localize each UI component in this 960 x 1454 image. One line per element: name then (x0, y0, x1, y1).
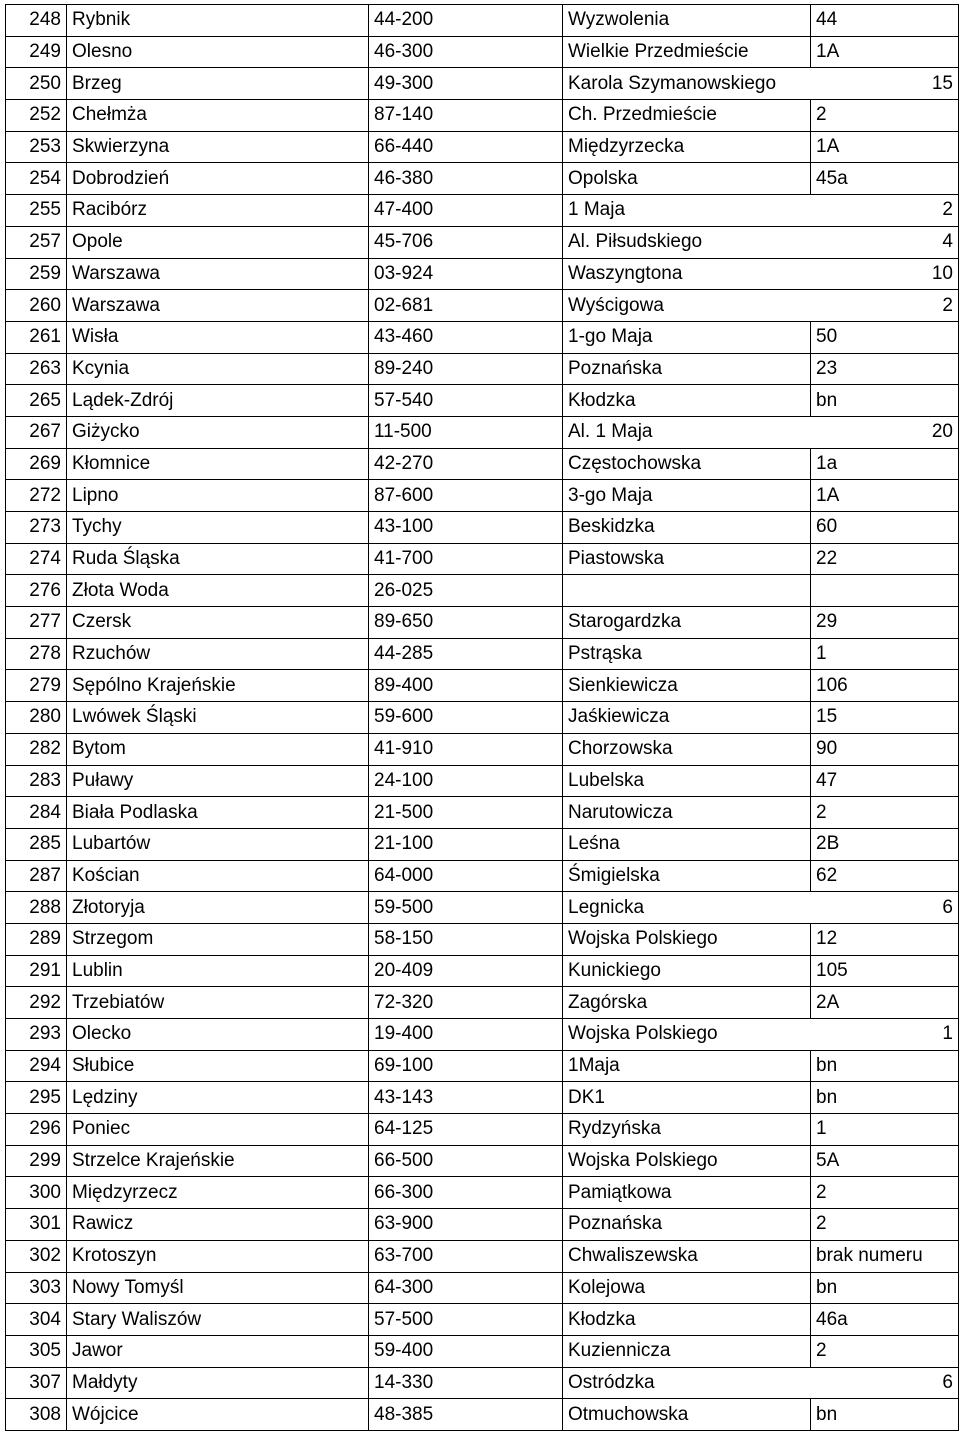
street-cell: Kłodzka (563, 385, 811, 417)
city-cell: Poniec (67, 1114, 369, 1146)
table-row (6, 638, 959, 670)
street-cell: Jaśkiewicza (563, 702, 811, 734)
postal-code-cell: 66-500 (369, 1145, 563, 1177)
street-cell: Kuziennicza (563, 1335, 811, 1367)
table-row (6, 1145, 959, 1177)
table-row (6, 1367, 959, 1399)
street-cell: Al. 1 Maja (563, 416, 811, 448)
table-row (6, 860, 959, 892)
house-number-cell: 2 (811, 195, 959, 227)
city-cell: Trzebiatów (67, 987, 369, 1019)
postal-code-cell: 57-500 (369, 1304, 563, 1336)
street-cell: Lubelska (563, 765, 811, 797)
table-row (6, 321, 959, 353)
city-cell: Strzelce Krajeńskie (67, 1145, 369, 1177)
row-number-cell: 295 (6, 1082, 67, 1114)
house-number-cell: 44 (811, 5, 959, 37)
postal-code-cell: 63-700 (369, 1240, 563, 1272)
city-cell: Brzeg (67, 68, 369, 100)
street-cell: Ch. Przedmieście (563, 100, 811, 132)
row-number-cell: 283 (6, 765, 67, 797)
postal-code-cell: 49-300 (369, 68, 563, 100)
street-cell: Wielkie Przedmieście (563, 36, 811, 68)
table-row (6, 1335, 959, 1367)
city-cell: Racibórz (67, 195, 369, 227)
city-cell: Kościan (67, 860, 369, 892)
house-number-cell: 1A (811, 131, 959, 163)
postal-code-cell: 43-460 (369, 321, 563, 353)
row-number-cell: 304 (6, 1304, 67, 1336)
city-cell: Lędziny (67, 1082, 369, 1114)
table-row (6, 892, 959, 924)
city-cell: Kcynia (67, 353, 369, 385)
postal-code-cell: 59-600 (369, 702, 563, 734)
city-cell: Złota Woda (67, 575, 369, 607)
city-cell: Nowy Tomyśl (67, 1272, 369, 1304)
postal-code-cell: 44-200 (369, 5, 563, 37)
city-cell: Sępólno Krajeńskie (67, 670, 369, 702)
house-number-cell: 2 (811, 1335, 959, 1367)
city-cell: Rybnik (67, 5, 369, 37)
postal-code-cell: 47-400 (369, 195, 563, 227)
row-number-cell: 269 (6, 448, 67, 480)
house-number-cell: bn (811, 1272, 959, 1304)
postal-code-cell: 02-681 (369, 290, 563, 322)
city-cell: Chełmża (67, 100, 369, 132)
house-number-cell: brak numeru (811, 1240, 959, 1272)
row-number-cell: 260 (6, 290, 67, 322)
street-cell: Poznańska (563, 353, 811, 385)
street-cell: Zagórska (563, 987, 811, 1019)
street-cell: Wyzwolenia (563, 5, 811, 37)
table-row (6, 226, 959, 258)
house-number-cell: 60 (811, 512, 959, 544)
row-number-cell: 300 (6, 1177, 67, 1209)
house-number-cell: 2 (811, 1177, 959, 1209)
city-cell: Jawor (67, 1335, 369, 1367)
street-cell: Chwaliszewska (563, 1240, 811, 1272)
table-row (6, 1399, 959, 1431)
house-number-cell: bn (811, 1082, 959, 1114)
city-cell: Wisła (67, 321, 369, 353)
table-row (6, 1272, 959, 1304)
street-cell: Pstrąska (563, 638, 811, 670)
street-cell: Chorzowska (563, 733, 811, 765)
row-number-cell: 301 (6, 1209, 67, 1241)
city-cell: Skwierzyna (67, 131, 369, 163)
house-number-cell: 2 (811, 1209, 959, 1241)
street-cell: Rydzyńska (563, 1114, 811, 1146)
street-cell: Śmigielska (563, 860, 811, 892)
street-cell: Legnicka (563, 892, 811, 924)
address-table (5, 4, 959, 1431)
postal-code-cell: 66-440 (369, 131, 563, 163)
row-number-cell: 278 (6, 638, 67, 670)
house-number-cell: 22 (811, 543, 959, 575)
city-cell: Puławy (67, 765, 369, 797)
city-cell: Lwówek Śląski (67, 702, 369, 734)
table-row (6, 195, 959, 227)
house-number-cell: 5A (811, 1145, 959, 1177)
table-row (6, 1050, 959, 1082)
row-number-cell: 267 (6, 416, 67, 448)
postal-code-cell: 46-380 (369, 163, 563, 195)
table-row (6, 1304, 959, 1336)
city-cell: Tychy (67, 512, 369, 544)
row-number-cell: 305 (6, 1335, 67, 1367)
city-cell: Lubartów (67, 828, 369, 860)
city-cell: Krotoszyn (67, 1240, 369, 1272)
postal-code-cell: 48-385 (369, 1399, 563, 1431)
row-number-cell: 253 (6, 131, 67, 163)
city-cell: Małdyty (67, 1367, 369, 1399)
table-row (6, 955, 959, 987)
house-number-cell: 1 (811, 638, 959, 670)
house-number-cell: 105 (811, 955, 959, 987)
row-number-cell: 257 (6, 226, 67, 258)
postal-code-cell: 44-285 (369, 638, 563, 670)
postal-code-cell: 72-320 (369, 987, 563, 1019)
postal-code-cell: 69-100 (369, 1050, 563, 1082)
row-number-cell: 294 (6, 1050, 67, 1082)
house-number-cell (811, 575, 959, 607)
row-number-cell: 279 (6, 670, 67, 702)
house-number-cell: 20 (811, 416, 959, 448)
postal-code-cell: 46-300 (369, 36, 563, 68)
postal-code-cell: 64-300 (369, 1272, 563, 1304)
table-row (6, 923, 959, 955)
postal-code-cell: 63-900 (369, 1209, 563, 1241)
table-row (6, 797, 959, 829)
city-cell: Olecko (67, 1019, 369, 1051)
street-cell: 1 Maja (563, 195, 811, 227)
house-number-cell: 2A (811, 987, 959, 1019)
postal-code-cell: 58-150 (369, 923, 563, 955)
city-cell: Lipno (67, 480, 369, 512)
postal-code-cell: 64-125 (369, 1114, 563, 1146)
street-cell: 3-go Maja (563, 480, 811, 512)
row-number-cell: 274 (6, 543, 67, 575)
city-cell: Kłomnice (67, 448, 369, 480)
table-row (6, 36, 959, 68)
row-number-cell: 259 (6, 258, 67, 290)
postal-code-cell: 24-100 (369, 765, 563, 797)
house-number-cell: 2 (811, 290, 959, 322)
house-number-cell: 1a (811, 448, 959, 480)
house-number-cell: 46a (811, 1304, 959, 1336)
row-number-cell: 273 (6, 512, 67, 544)
street-cell: DK1 (563, 1082, 811, 1114)
table-row (6, 5, 959, 37)
street-cell: Międzyrzecka (563, 131, 811, 163)
row-number-cell: 280 (6, 702, 67, 734)
house-number-cell: 1 (811, 1019, 959, 1051)
city-cell: Warszawa (67, 258, 369, 290)
table-row (6, 987, 959, 1019)
table-row (6, 1177, 959, 1209)
row-number-cell: 282 (6, 733, 67, 765)
city-cell: Stary Waliszów (67, 1304, 369, 1336)
row-number-cell: 307 (6, 1367, 67, 1399)
city-cell: Wójcice (67, 1399, 369, 1431)
postal-code-cell: 20-409 (369, 955, 563, 987)
city-cell: Rawicz (67, 1209, 369, 1241)
table-row (6, 131, 959, 163)
house-number-cell: 12 (811, 923, 959, 955)
table-row (6, 258, 959, 290)
table-row (6, 670, 959, 702)
row-number-cell: 277 (6, 607, 67, 639)
table-row (6, 543, 959, 575)
row-number-cell: 276 (6, 575, 67, 607)
city-cell: Czersk (67, 607, 369, 639)
table-row (6, 828, 959, 860)
postal-code-cell: 03-924 (369, 258, 563, 290)
house-number-cell: 1A (811, 480, 959, 512)
street-cell: Sienkiewicza (563, 670, 811, 702)
house-number-cell: 2B (811, 828, 959, 860)
table-row (6, 1114, 959, 1146)
row-number-cell: 296 (6, 1114, 67, 1146)
street-cell: Kunickiego (563, 955, 811, 987)
city-cell: Złotoryja (67, 892, 369, 924)
table-row (6, 765, 959, 797)
postal-code-cell: 89-650 (369, 607, 563, 639)
house-number-cell: bn (811, 1050, 959, 1082)
postal-code-cell: 21-100 (369, 828, 563, 860)
house-number-cell: 6 (811, 892, 959, 924)
street-cell: Wojska Polskiego (563, 1019, 811, 1051)
postal-code-cell: 14-330 (369, 1367, 563, 1399)
city-cell: Opole (67, 226, 369, 258)
row-number-cell: 252 (6, 100, 67, 132)
street-cell: Ostródzka (563, 1367, 811, 1399)
street-cell: Częstochowska (563, 448, 811, 480)
postal-code-cell: 11-500 (369, 416, 563, 448)
table-row (6, 1082, 959, 1114)
street-cell: Beskidzka (563, 512, 811, 544)
postal-code-cell: 87-600 (369, 480, 563, 512)
row-number-cell: 255 (6, 195, 67, 227)
street-cell: Opolska (563, 163, 811, 195)
house-number-cell: 15 (811, 702, 959, 734)
postal-code-cell: 59-400 (369, 1335, 563, 1367)
house-number-cell: 10 (811, 258, 959, 290)
postal-code-cell: 45-706 (369, 226, 563, 258)
city-cell: Słubice (67, 1050, 369, 1082)
table-row (6, 353, 959, 385)
row-number-cell: 249 (6, 36, 67, 68)
house-number-cell: bn (811, 385, 959, 417)
row-number-cell: 308 (6, 1399, 67, 1431)
table-row (6, 512, 959, 544)
city-cell: Olesno (67, 36, 369, 68)
table-row (6, 385, 959, 417)
table-row (6, 575, 959, 607)
street-cell: Wyścigowa (563, 290, 811, 322)
table-row (6, 416, 959, 448)
street-cell: Kłodzka (563, 1304, 811, 1336)
city-cell: Giżycko (67, 416, 369, 448)
house-number-cell: 50 (811, 321, 959, 353)
postal-code-cell: 57-540 (369, 385, 563, 417)
house-number-cell: 2 (811, 797, 959, 829)
table-row (6, 733, 959, 765)
row-number-cell: 248 (6, 5, 67, 37)
house-number-cell: 15 (811, 68, 959, 100)
street-cell: Wojska Polskiego (563, 923, 811, 955)
city-cell: Warszawa (67, 290, 369, 322)
street-cell: Pamiątkowa (563, 1177, 811, 1209)
row-number-cell: 299 (6, 1145, 67, 1177)
row-number-cell: 284 (6, 797, 67, 829)
house-number-cell: 2 (811, 100, 959, 132)
row-number-cell: 303 (6, 1272, 67, 1304)
table-row (6, 163, 959, 195)
table-row (6, 1019, 959, 1051)
city-cell: Bytom (67, 733, 369, 765)
street-cell: Otmuchowska (563, 1399, 811, 1431)
house-number-cell: 1A (811, 36, 959, 68)
street-cell: Poznańska (563, 1209, 811, 1241)
street-cell: Wojska Polskiego (563, 1145, 811, 1177)
postal-code-cell: 87-140 (369, 100, 563, 132)
row-number-cell: 289 (6, 923, 67, 955)
row-number-cell: 263 (6, 353, 67, 385)
row-number-cell: 302 (6, 1240, 67, 1272)
house-number-cell: 4 (811, 226, 959, 258)
postal-code-cell: 42-270 (369, 448, 563, 480)
table-row (6, 702, 959, 734)
table-row (6, 1209, 959, 1241)
house-number-cell: bn (811, 1399, 959, 1431)
postal-code-cell: 19-400 (369, 1019, 563, 1051)
house-number-cell: 45a (811, 163, 959, 195)
postal-code-cell: 26-025 (369, 575, 563, 607)
row-number-cell: 291 (6, 955, 67, 987)
row-number-cell: 287 (6, 860, 67, 892)
table-row (6, 480, 959, 512)
row-number-cell: 265 (6, 385, 67, 417)
city-cell: Międzyrzecz (67, 1177, 369, 1209)
postal-code-cell: 64-000 (369, 860, 563, 892)
street-cell: Leśna (563, 828, 811, 860)
street-cell: Narutowicza (563, 797, 811, 829)
table-row (6, 290, 959, 322)
row-number-cell: 292 (6, 987, 67, 1019)
street-cell: Kolejowa (563, 1272, 811, 1304)
house-number-cell: 62 (811, 860, 959, 892)
street-cell: 1Maja (563, 1050, 811, 1082)
city-cell: Dobrodzień (67, 163, 369, 195)
street-cell: Piastowska (563, 543, 811, 575)
postal-code-cell: 41-700 (369, 543, 563, 575)
postal-code-cell: 59-500 (369, 892, 563, 924)
table-row (6, 448, 959, 480)
row-number-cell: 261 (6, 321, 67, 353)
postal-code-cell: 89-240 (369, 353, 563, 385)
postal-code-cell: 66-300 (369, 1177, 563, 1209)
postal-code-cell: 21-500 (369, 797, 563, 829)
address-table-body (6, 5, 959, 1431)
house-number-cell: 106 (811, 670, 959, 702)
house-number-cell: 23 (811, 353, 959, 385)
house-number-cell: 47 (811, 765, 959, 797)
row-number-cell: 272 (6, 480, 67, 512)
row-number-cell: 250 (6, 68, 67, 100)
house-number-cell: 6 (811, 1367, 959, 1399)
city-cell: Rzuchów (67, 638, 369, 670)
postal-code-cell: 89-400 (369, 670, 563, 702)
street-cell: Waszyngtona (563, 258, 811, 290)
street-cell: Karola Szymanowskiego (563, 68, 811, 100)
postal-code-cell: 41-910 (369, 733, 563, 765)
street-cell (563, 575, 811, 607)
city-cell: Ruda Śląska (67, 543, 369, 575)
house-number-cell: 29 (811, 607, 959, 639)
row-number-cell: 293 (6, 1019, 67, 1051)
house-number-cell: 90 (811, 733, 959, 765)
city-cell: Lądek-Zdrój (67, 385, 369, 417)
city-cell: Lublin (67, 955, 369, 987)
table-row (6, 607, 959, 639)
house-number-cell: 1 (811, 1114, 959, 1146)
street-cell: 1-go Maja (563, 321, 811, 353)
row-number-cell: 288 (6, 892, 67, 924)
table-row (6, 100, 959, 132)
city-cell: Strzegom (67, 923, 369, 955)
city-cell: Biała Podlaska (67, 797, 369, 829)
row-number-cell: 254 (6, 163, 67, 195)
street-cell: Starogardzka (563, 607, 811, 639)
row-number-cell: 285 (6, 828, 67, 860)
postal-code-cell: 43-143 (369, 1082, 563, 1114)
table-row (6, 68, 959, 100)
street-cell: Al. Piłsudskiego (563, 226, 811, 258)
postal-code-cell: 43-100 (369, 512, 563, 544)
table-row (6, 1240, 959, 1272)
